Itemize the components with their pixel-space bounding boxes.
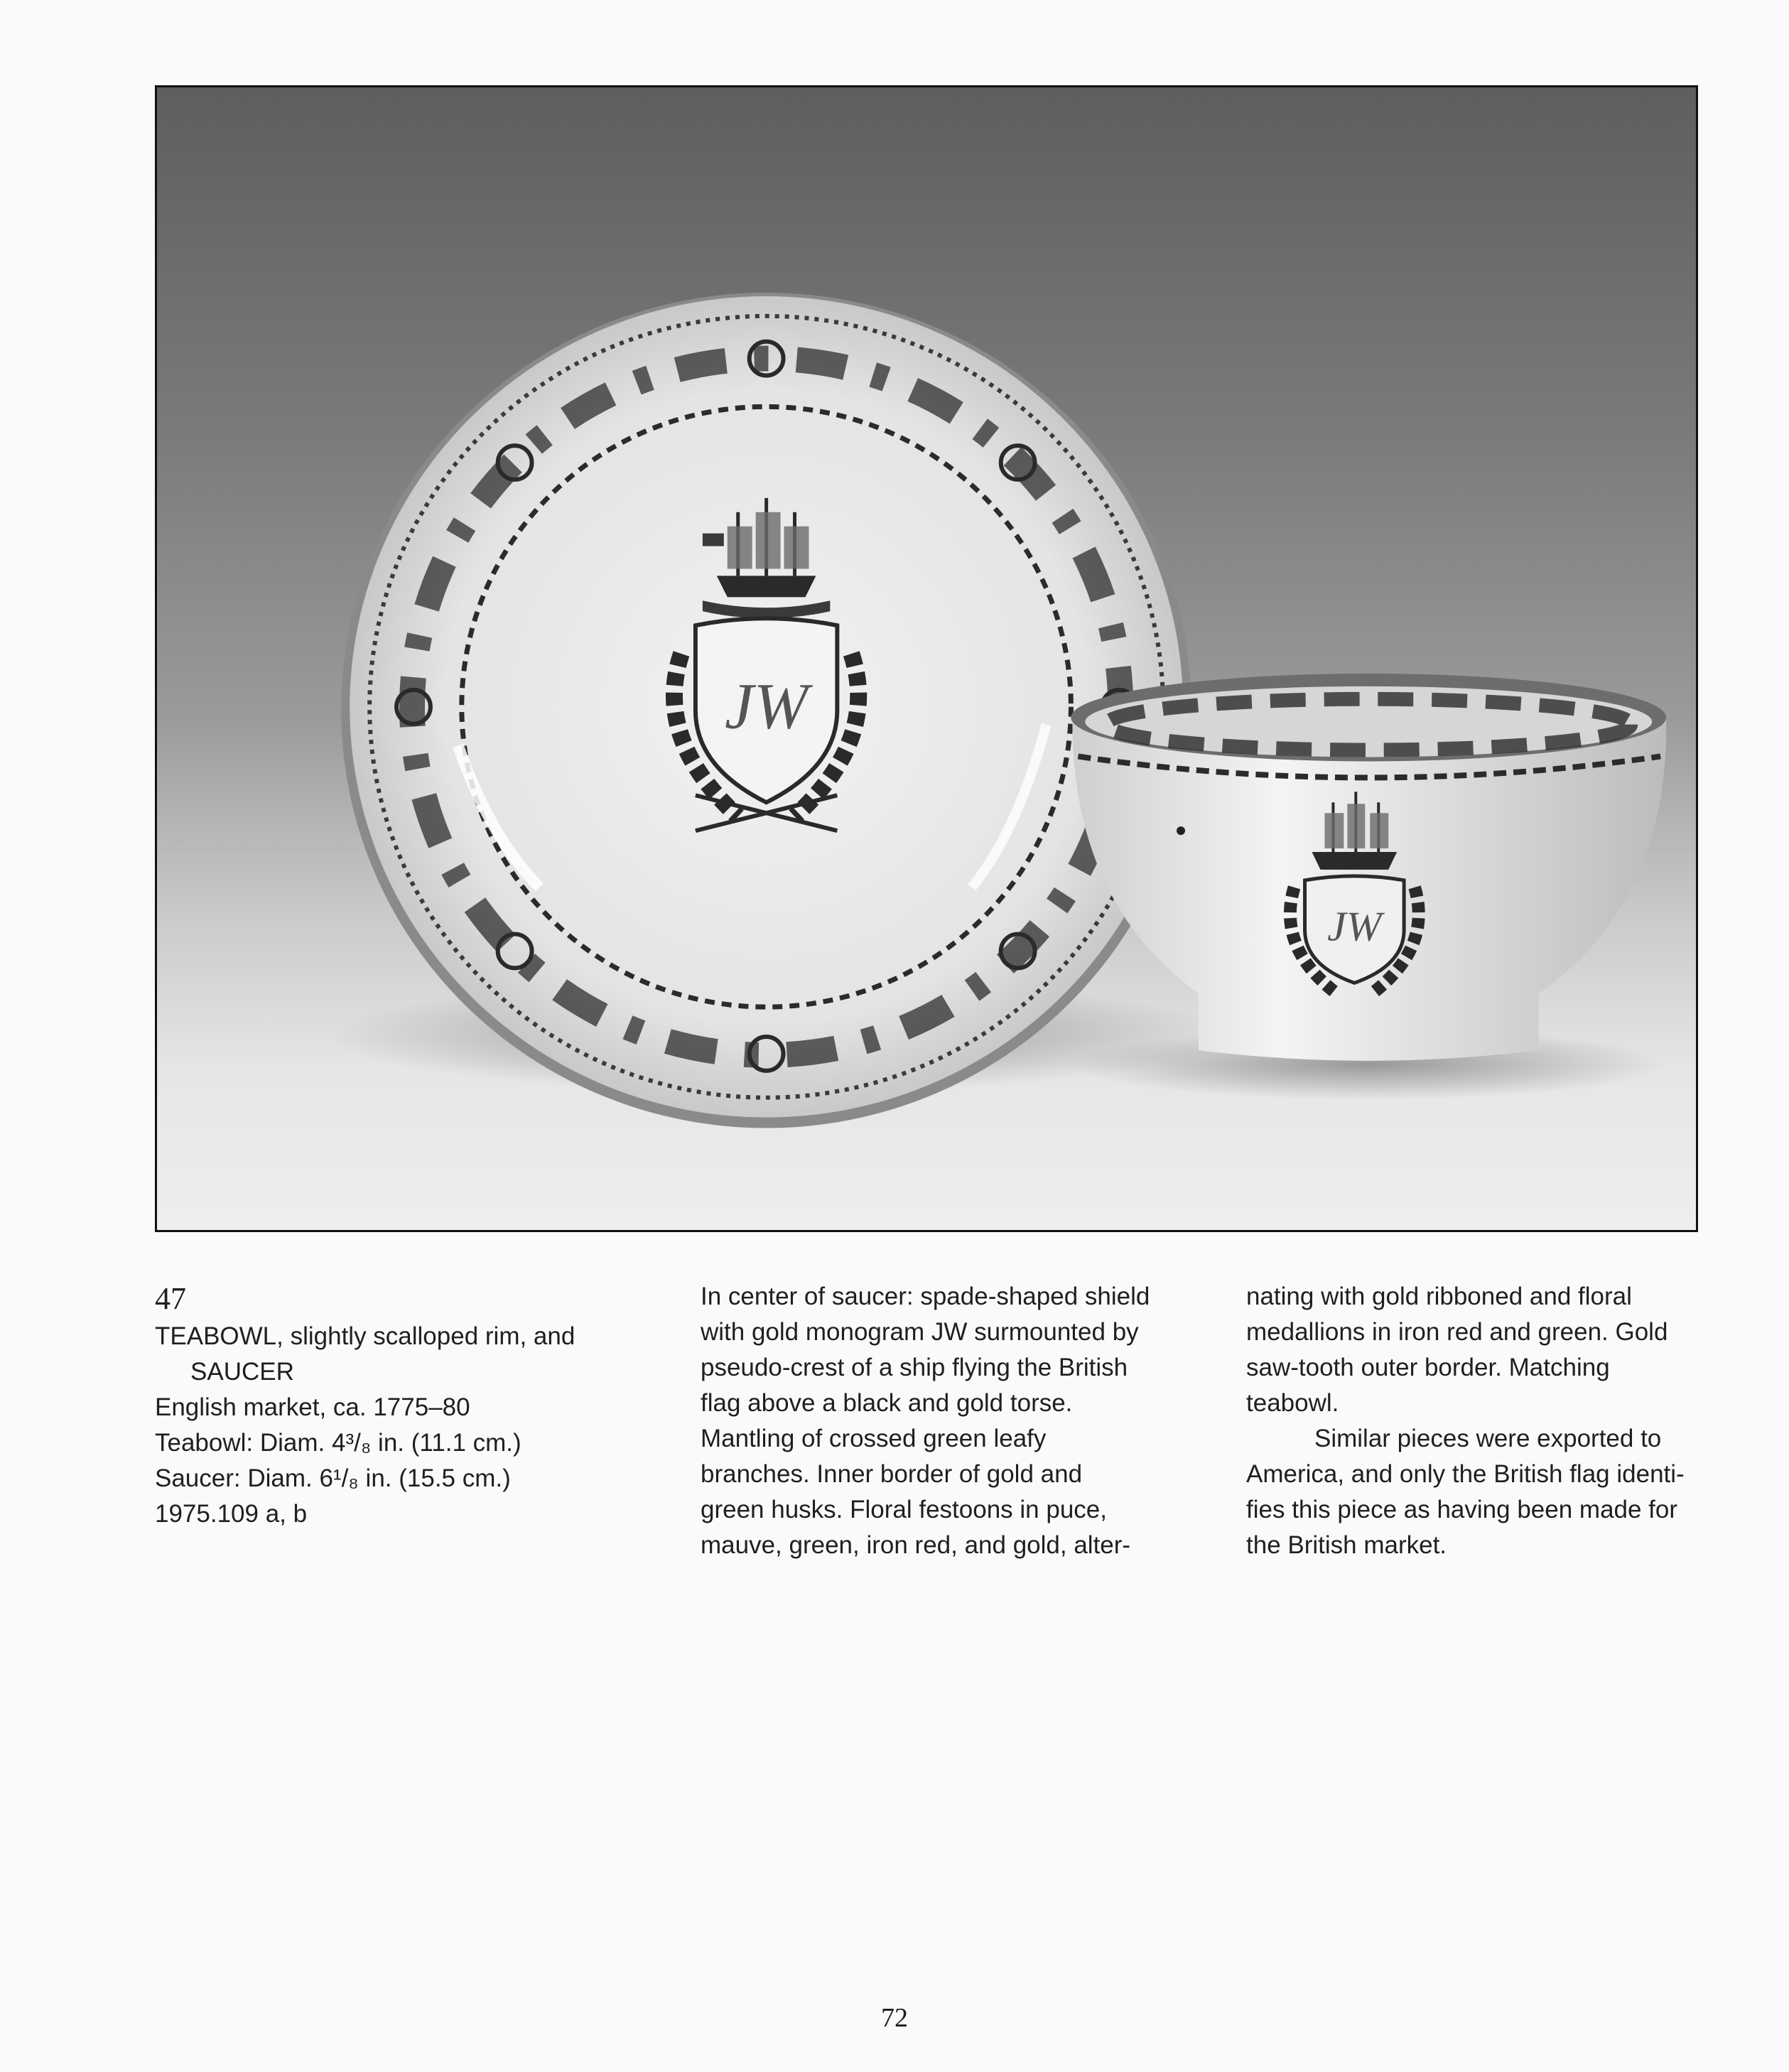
teabowl [1071, 674, 1666, 1061]
description-paragraph-line: the British market. [1246, 1531, 1447, 1559]
description-paragraph-line: Similar pieces were exported to [1314, 1425, 1662, 1452]
catalogue-caption [155, 1279, 652, 1532]
description-line: Mantling of crossed green leafy [701, 1425, 1047, 1452]
saucer [341, 293, 1191, 1128]
description-line: In center of saucer: spade-shaped shield [701, 1283, 1150, 1310]
description-paragraph-line: fies this piece as having been made for [1246, 1496, 1678, 1523]
description-line: medallions in iron red and green. Gold [1246, 1318, 1668, 1346]
description-line: mauve, green, iron red, and gold, alter- [701, 1531, 1131, 1559]
description-line: branches. Inner border of gold and [701, 1460, 1083, 1488]
description-line: pseudo-crest of a ship flying the British [701, 1354, 1128, 1381]
caption-title-continuation: SAUCER [190, 1358, 294, 1386]
caption-saucer-size: Saucer: Diam. 6¹/₈ in. (15.5 cm.) [155, 1464, 511, 1492]
description-line: green husks. Floral festoons in puce, [701, 1496, 1107, 1523]
description-line: saw-tooth outer border. Matching [1246, 1354, 1610, 1381]
description-line: teabowl. [1246, 1389, 1339, 1417]
page-number: 72 [881, 2003, 908, 2033]
description-column-1 [701, 1279, 1198, 1563]
teabowl-and-saucer-image [157, 87, 1696, 1230]
caption-title-line: TEABOWL, slightly scalloped rim, and [155, 1322, 575, 1350]
description-line: with gold monogram JW surmounted by [701, 1318, 1139, 1346]
catalogue-number: 47 [155, 1281, 186, 1316]
caption-accession-number: 1975.109 a, b [155, 1500, 308, 1528]
bowl-monogram-text: JW [1327, 902, 1382, 950]
monogram-text: JW [725, 669, 809, 743]
caption-teabowl-size: Teabowl: Diam. 4³/₈ in. (11.1 cm.) [155, 1429, 521, 1457]
description-paragraph-line: America, and only the British flag identi- [1246, 1460, 1685, 1488]
description-line: nating with gold ribboned and floral [1246, 1283, 1632, 1310]
porcelain-photograph [155, 85, 1698, 1232]
description-line: flag above a black and gold torse. [701, 1389, 1073, 1417]
caption-market-date: English market, ca. 1775–80 [155, 1393, 470, 1421]
description-column-2 [1246, 1279, 1715, 1563]
